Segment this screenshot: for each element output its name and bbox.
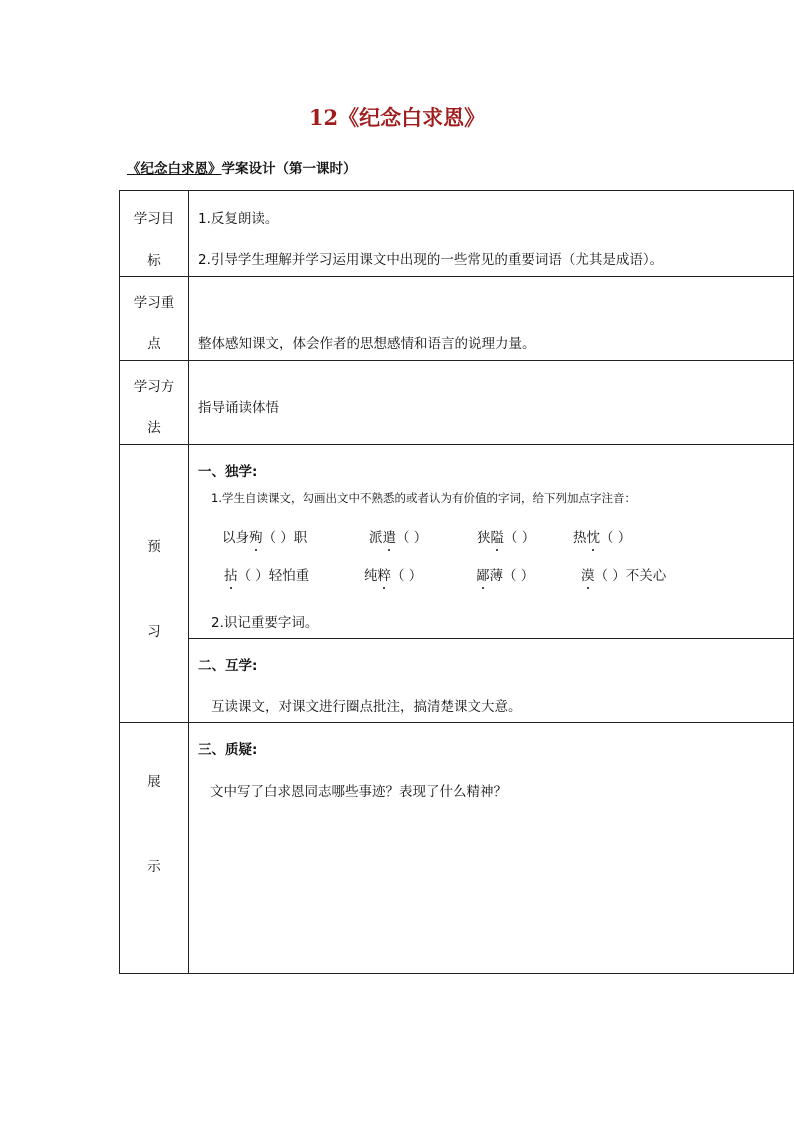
pinyin-item-suffix: （ ）不关心 — [594, 568, 667, 584]
pinyin-dotted-char: 隘 — [490, 530, 504, 546]
goals-row — [120, 191, 794, 277]
document-subtitle — [127, 157, 357, 177]
pinyin-item-prefix: 纯 — [364, 568, 378, 584]
method-row — [120, 361, 794, 445]
self-study-cell — [189, 445, 794, 639]
pinyin-item-prefix: 热 — [573, 530, 587, 546]
pinyin-item-prefix: 以身 — [222, 530, 249, 546]
method-text: 指导诵读体悟 — [198, 400, 279, 416]
question-heading: 三、质疑: — [198, 742, 258, 758]
pinyin-dotted-char: 忱 — [586, 530, 600, 546]
pinyin-dotted-char: 鄙 — [476, 568, 490, 584]
mutual-study-text: 互读课文，对课文进行圈点批注，搞清楚课文大意。 — [211, 699, 522, 715]
document-title: 12《纪念白求恩》 — [308, 105, 486, 130]
pinyin-dotted-char: 拈 — [224, 568, 238, 584]
display-label-line2: 示 — [147, 859, 161, 875]
pinyin-dotted-char: 遣 — [382, 530, 396, 546]
preview-self-study-row — [120, 445, 794, 639]
preview-label-cell — [120, 445, 189, 723]
pinyin-item — [224, 564, 309, 584]
mutual-study-heading: 二、互学: — [198, 658, 258, 674]
goals-content-cell — [189, 191, 794, 277]
pinyin-item-suffix: （ ） — [391, 568, 423, 584]
self-study-heading: 一、独学: — [198, 464, 258, 480]
pinyin-item-suffix: （ ）轻怕重 — [237, 568, 310, 584]
goals-label-cell — [120, 191, 189, 277]
goal-item-2: 2.引导学生理解并学习运用课文中出现的一些常见的重要词语（尤其是成语）。 — [198, 252, 664, 268]
pinyin-item — [369, 526, 427, 546]
method-label-line1: 学习方 — [133, 379, 175, 395]
preview-label-line1: 预 — [147, 539, 161, 555]
pinyin-item-suffix: （ ） — [600, 530, 632, 546]
pinyin-item — [581, 564, 666, 584]
pinyin-item — [222, 526, 307, 546]
display-row — [120, 723, 794, 974]
self-study-instruction: 1.学生自读课文，勾画出文中不熟悉的或者认为有价值的字词，给下列加点字注音： — [211, 491, 636, 505]
pinyin-item-suffix: 薄（ ） — [489, 568, 535, 584]
self-study-item-2: 2.识记重要字词。 — [211, 615, 319, 631]
pinyin-item-suffix: （ ） — [504, 530, 536, 546]
pinyin-item-suffix: （ ） — [396, 530, 428, 546]
pinyin-item — [476, 564, 534, 584]
method-label-cell — [120, 361, 189, 445]
key-points-label-line2: 点 — [147, 336, 161, 352]
method-content-cell — [189, 361, 794, 445]
display-label-cell — [120, 723, 189, 974]
goal-item-1: 1.反复朗读。 — [198, 211, 279, 227]
method-label-line2: 法 — [147, 420, 161, 436]
question-text: 文中写了白求恩同志哪些事迹？表现了什么精神？ — [210, 784, 507, 800]
mutual-study-cell — [189, 639, 794, 723]
pinyin-item-prefix: 派 — [369, 530, 383, 546]
preview-label-line2: 习 — [147, 624, 161, 640]
subtitle-book-title: 《纪念白求恩》 — [127, 161, 222, 177]
key-points-content-cell — [189, 277, 794, 361]
display-content-cell — [189, 723, 794, 974]
pinyin-item — [477, 526, 535, 546]
key-points-label-line1: 学习重 — [133, 295, 175, 311]
pinyin-item — [364, 564, 422, 584]
subtitle-rest: 学案设计（第一课时） — [221, 161, 357, 177]
display-label-line1: 展 — [147, 774, 161, 790]
key-points-label-cell — [120, 277, 189, 361]
pinyin-item — [573, 526, 631, 546]
pinyin-dotted-char: 殉 — [249, 530, 263, 546]
pinyin-dotted-char: 漠 — [581, 568, 595, 584]
preview-mutual-study-row — [120, 639, 794, 723]
pinyin-item-prefix: 狭 — [477, 530, 491, 546]
pinyin-dotted-char: 粹 — [377, 568, 391, 584]
key-points-text: 整体感知课文，体会作者的思想感情和语言的说理力量。 — [198, 336, 536, 352]
key-points-row — [120, 277, 794, 361]
goals-label-line1: 学习目 — [133, 211, 175, 227]
study-plan-table — [119, 190, 794, 974]
goals-label-line2: 标 — [147, 253, 161, 269]
pinyin-item-suffix: （ ）职 — [262, 530, 308, 546]
